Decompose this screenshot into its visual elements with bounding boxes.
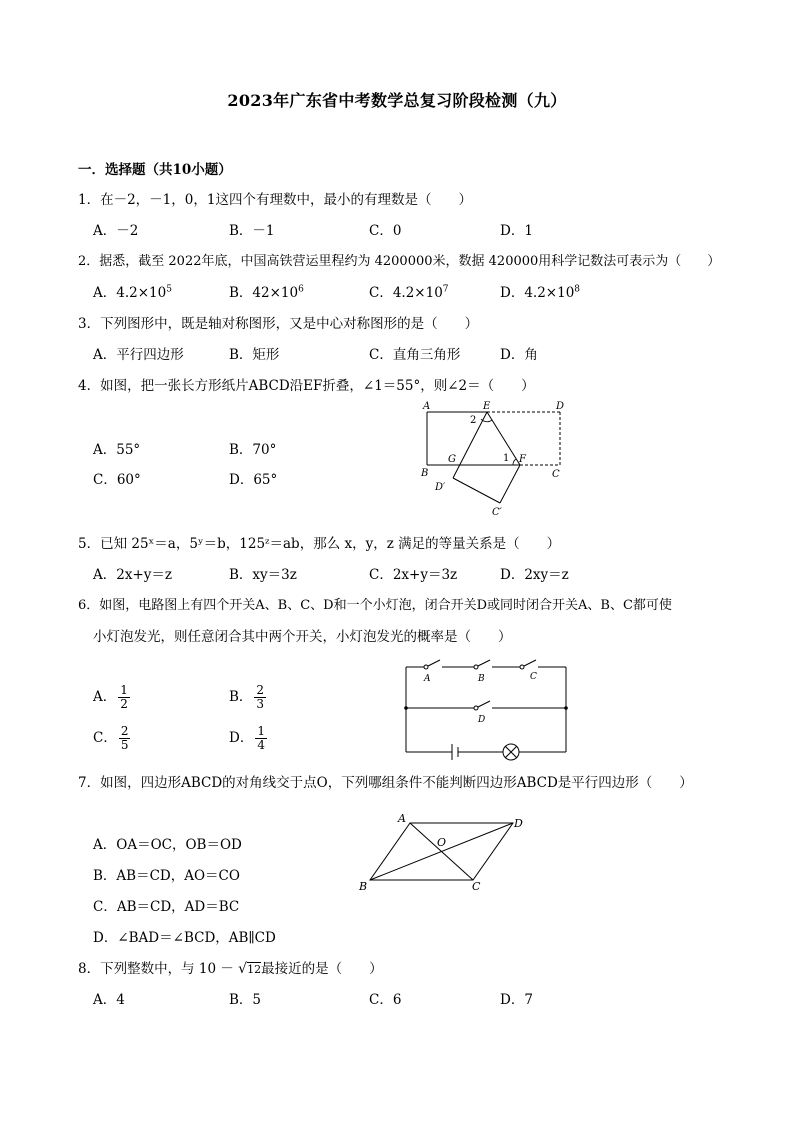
q7-option-c[interactable]: C．AB＝CD，AD＝BC [93, 899, 240, 915]
fig7-label-c: C [472, 880, 481, 893]
question-5-stem: 5．已知 25ˣ＝a，5ʸ＝b，125ᶻ＝ab，那么 x，y，z 满足的等量关系是（ ） [78, 536, 561, 552]
question-7-stem: 7．如图，四边形ABCD的对角线交于点O，下列哪组条件不能判断四边形ABCD是平行四边形（ ） [78, 775, 693, 791]
fraction-numerator: 1 [120, 683, 128, 697]
q4-option-c[interactable]: C．60° [93, 472, 141, 488]
switch-d-label: D [478, 715, 486, 725]
switch-a-label: A [424, 674, 431, 684]
q2-option-b[interactable] [229, 281, 304, 301]
fig4-label-c-prime: C′ [492, 507, 502, 518]
q6-option-b-fraction [254, 684, 266, 711]
q2-option-c-text: C．4.2×10 [369, 285, 443, 301]
q1-option-c[interactable]: C．0 [369, 223, 402, 239]
q3-option-a[interactable]: A．平行四边形 [93, 347, 184, 363]
q2-option-a-exp: 5 [166, 284, 172, 295]
q8-option-b[interactable]: B．5 [229, 992, 262, 1008]
switch-b-label: B [478, 674, 485, 684]
q6-option-b-text: B． [229, 689, 253, 706]
fig4-label-2: 2 [470, 415, 477, 426]
fig4-label-b: B [421, 468, 429, 479]
q7-option-b[interactable]: B．AB＝CD，AO＝CO [93, 868, 240, 884]
q6-option-d-fraction [255, 725, 267, 752]
q3-option-b[interactable]: B．矩形 [229, 347, 280, 363]
circuit-diagram [398, 655, 578, 765]
q6-option-c[interactable] [93, 725, 130, 752]
q1-option-b[interactable]: B．－1 [229, 223, 275, 239]
q2-option-c-exp: 7 [442, 284, 449, 295]
fig4-label-c: C [552, 469, 560, 480]
q5-option-d[interactable]: D．2xy＝z [500, 567, 569, 583]
q5-option-b[interactable]: B．xy＝3z [229, 567, 297, 583]
q8-stem-after: 最接近的是（ ） [261, 961, 383, 977]
question-6-stem: 6．如图，电路图上有四个开关A、B、C、D和一个小灯泡，闭合开关D或同时闭合开关A、B、C都可使 [78, 598, 672, 613]
q5-option-a[interactable]: A．2x+y＝z [93, 567, 173, 583]
q1-option-a[interactable]: A．－2 [93, 223, 139, 239]
q2-option-b-exp: 6 [298, 284, 304, 295]
question-8-stem [78, 957, 383, 977]
q6-option-c-fraction [119, 725, 131, 752]
q6-option-c-text: C． [93, 730, 117, 747]
q7-option-a[interactable]: A．OA＝OC，OB＝OD [93, 837, 242, 853]
q6-option-d[interactable] [229, 725, 267, 752]
q5-option-c[interactable]: C．2x+y＝3z [369, 567, 458, 583]
fig4-label-1: 1 [503, 453, 510, 464]
fraction-numerator: 1 [257, 724, 265, 738]
q8-option-d[interactable]: D．7 [500, 992, 533, 1008]
q2-option-d[interactable] [500, 281, 580, 301]
q2-option-c[interactable] [369, 281, 449, 301]
fraction-denominator: 2 [120, 697, 128, 712]
parallelogram-figure [355, 810, 535, 895]
q8-stem-before: 8．下列整数中，与 10 － [78, 961, 234, 977]
fig4-label-a: A [423, 401, 431, 412]
q4-option-b[interactable]: B．70° [229, 442, 277, 458]
q6-option-b[interactable] [229, 684, 266, 711]
q4-option-a[interactable]: A．55° [93, 442, 141, 458]
fraction-denominator: 3 [256, 697, 265, 712]
fraction-numerator: 2 [256, 683, 265, 697]
q2-option-d-text: D．4.2×10 [500, 285, 575, 301]
folded-rectangle-figure [415, 395, 575, 520]
fig7-label-d: D [514, 817, 523, 830]
fig4-label-g: G [448, 454, 456, 465]
switch-c-label: C [530, 672, 537, 682]
q8-radicand: 12 [247, 963, 262, 976]
fig7-label-a: A [398, 812, 406, 825]
q6-option-a[interactable] [93, 684, 130, 711]
question-2-stem: 2．据悉，截至 2022年底，中国高铁营运里程约为 4200000米，数据 420000用科学记数法可表示为（ ） [78, 254, 721, 269]
fraction-denominator: 4 [257, 738, 265, 753]
fig4-label-f: F [519, 454, 526, 465]
q1-option-d[interactable]: D．1 [500, 223, 533, 239]
fraction-numerator: 2 [120, 724, 129, 738]
q6-option-a-text: A． [93, 689, 117, 706]
q8-option-a[interactable]: A．4 [93, 992, 125, 1008]
question-6-stem-line2: 小灯泡发光，则任意闭合其中两个开关，小灯泡发光的概率是（ ） [93, 629, 512, 645]
q3-option-d[interactable]: D．角 [500, 347, 538, 363]
q6-option-a-fraction [118, 684, 130, 711]
q8-option-c[interactable]: C．6 [369, 992, 402, 1008]
fig7-label-o: O [437, 836, 447, 849]
fig4-label-d-prime: D′ [435, 482, 446, 493]
q6-option-d-text: D． [229, 730, 254, 747]
q2-option-d-exp: 8 [574, 284, 581, 295]
q4-option-d[interactable]: D．65° [229, 472, 278, 488]
fig7-label-b: B [359, 880, 368, 893]
sqrt-sign-icon: √ [238, 961, 248, 977]
fig4-label-e: E [483, 401, 491, 412]
section-heading: 一．选择题（共10小题） [78, 162, 232, 178]
question-3-stem: 3．下列图形中，既是轴对称图形，又是中心对称图形的是（ ） [78, 316, 479, 332]
question-1-stem: 1．在－2，－1，0，1这四个有理数中，最小的有理数是（ ） [78, 192, 472, 208]
page-title: 2023年广东省中考数学总复习阶段检测（九） [227, 91, 567, 110]
question-4-stem: 4．如图，把一张长方形纸片ABCD沿EF折叠，∠1＝55°，则∠2＝（ ） [78, 378, 535, 394]
q7-option-d[interactable]: D．∠BAD＝∠BCD，AB∥CD [93, 930, 276, 946]
fraction-denominator: 5 [120, 738, 129, 753]
fig4-label-d: D [556, 401, 565, 412]
q2-option-a-text: A．4.2×10 [93, 285, 167, 301]
q2-option-a[interactable] [93, 281, 172, 301]
q2-option-b-text: B．42×10 [229, 285, 299, 301]
q3-option-c[interactable]: C．直角三角形 [369, 347, 461, 363]
